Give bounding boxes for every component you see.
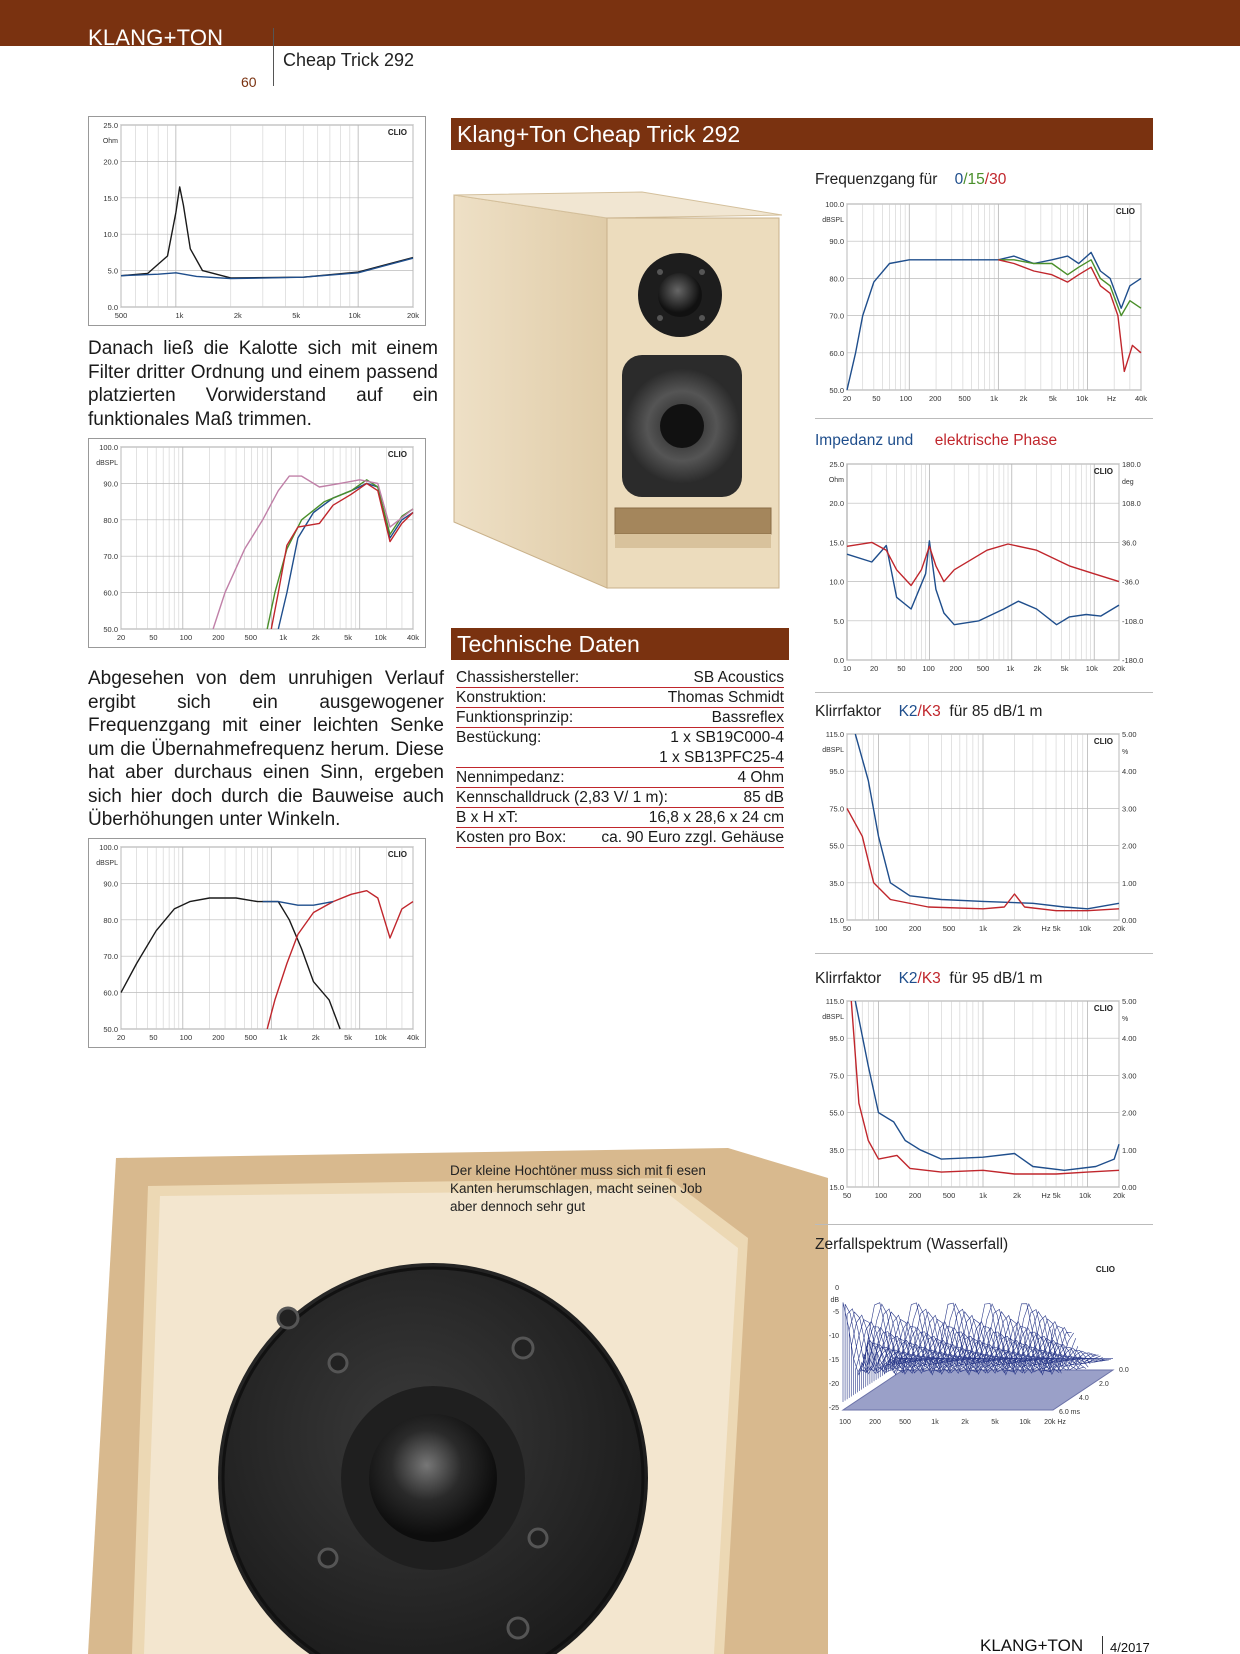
divider: [815, 418, 1153, 419]
label-30deg: /30: [984, 171, 1007, 188]
chart-distortion-85db: [815, 726, 1153, 938]
time-tick-label: 4.0: [1079, 1395, 1089, 1402]
x-tick-label: 200: [212, 633, 225, 642]
y-tick-label-right: 0.00: [1122, 916, 1137, 925]
y-tick-label: 5.0: [107, 266, 118, 276]
x-tick-label: 10k: [1078, 1191, 1092, 1200]
y-tick-label: -15: [828, 1357, 839, 1364]
chart-impedance-phase: [815, 456, 1153, 678]
y-tick-label: 55.0: [829, 1108, 844, 1118]
y-tick-label: 0.0: [107, 303, 118, 312]
x-tick-label: 100: [874, 1191, 888, 1200]
y-tick-label-right: 4.00: [1122, 767, 1137, 777]
x-tick-label: 100: [839, 1419, 851, 1426]
y-tick-label: 115.0: [825, 730, 844, 739]
unit-label: dBSPL: [96, 460, 118, 467]
y-tick-label: -5: [832, 1309, 839, 1316]
x-tick-label: 50: [842, 924, 852, 933]
spec-value: SB Acoustics: [693, 669, 784, 686]
y-tick-label: 20.0: [829, 499, 844, 509]
unit-label-right: %: [1122, 749, 1129, 756]
x-tick-label: 500: [899, 1419, 911, 1426]
y-tick-label: 25.0: [829, 460, 844, 469]
y-tick-label: 50.0: [103, 625, 118, 634]
y-tick-label-right: -180.0: [1122, 656, 1144, 665]
x-tick-label: 200: [212, 1033, 225, 1042]
y-tick-label: 80.0: [829, 274, 844, 284]
x-tick-label: 5k: [344, 1033, 353, 1042]
y-tick-label-right: 180.0: [1122, 460, 1141, 469]
y-tick-label-right: 4.00: [1122, 1034, 1137, 1044]
page-number: 60: [241, 74, 257, 90]
footer-issue: 4/2017: [1110, 1640, 1150, 1654]
body-text-1: [88, 337, 438, 431]
x-tick-label: 200: [869, 1419, 881, 1426]
spec-value: 1 x SB19C000-4: [670, 729, 784, 746]
spec-value: 85 dB: [743, 789, 784, 806]
x-tick-label: 40k: [406, 633, 420, 642]
y-tick-label: 55.0: [829, 841, 844, 851]
x-tick-label: Hz: [1107, 394, 1117, 403]
y-tick-label: 70.0: [103, 552, 118, 562]
chart-tweeter-impedance: [89, 117, 425, 325]
y-tick-label: 15.0: [829, 916, 844, 925]
x-tick-label: 20k: [1112, 1191, 1126, 1200]
spec-row: [456, 768, 784, 788]
x-tick-label: 2k: [1019, 394, 1028, 403]
caption-line: Der kleine Hochtöner muss sich mit fi esen: [450, 1163, 706, 1178]
header-divider: [273, 28, 274, 86]
spec-row: [456, 748, 784, 768]
y-tick-label: -25: [828, 1405, 839, 1412]
graph-tweeter-angles: [88, 438, 426, 648]
y-tick-label: 25.0: [103, 121, 118, 130]
label-k2: K2: [898, 970, 918, 987]
x-tick-label: 1k: [175, 311, 184, 320]
x-tick-label: 1k: [990, 394, 998, 403]
label-distortion-85: [815, 703, 1042, 721]
divider: [815, 1224, 1153, 1225]
unit-label: Ohm: [828, 477, 844, 484]
x-tick-label: 500: [244, 1033, 258, 1042]
clio-label: CLIO: [387, 128, 407, 137]
x-tick-label: 500: [114, 311, 128, 320]
label-impedance-phase: [815, 432, 1057, 450]
x-tick-label: 50: [897, 664, 906, 673]
x-tick-label: 1k: [279, 1033, 288, 1042]
x-tick-label: 1k: [979, 924, 987, 933]
x-tick-label: 10k: [1076, 394, 1089, 403]
y-tick-label-right: 2.00: [1122, 1108, 1137, 1118]
clio-label: CLIO: [1095, 1265, 1115, 1274]
time-tick-label: 6.0 ms: [1059, 1409, 1081, 1416]
x-tick-label: 10k: [374, 1033, 387, 1042]
label-frequency-response: [815, 171, 1006, 189]
y-tick-label-right: 108.0: [1122, 499, 1141, 509]
speaker-illustration: [452, 190, 782, 590]
x-tick-label: 200: [928, 394, 942, 403]
spec-label: Nennimpedanz:: [456, 769, 565, 786]
y-tick-label: -20: [828, 1381, 839, 1388]
y-tick-label: 95.0: [829, 767, 844, 777]
y-tick-label: 20.0: [103, 157, 118, 167]
spec-row: [456, 708, 784, 728]
x-tick-label: 500: [976, 664, 990, 673]
label-0deg: 0: [954, 171, 964, 188]
x-tick-label: 500: [942, 1191, 956, 1200]
x-tick-label: 2k: [1033, 664, 1042, 673]
label-text: Klirrfaktor: [815, 970, 882, 987]
y-tick-label: 100.0: [99, 443, 118, 452]
y-tick-label: 35.0: [829, 878, 844, 888]
label-text: Frequenzgang für: [815, 171, 938, 188]
graph-waterfall: [815, 1260, 1153, 1470]
x-tick-label: 10k: [1078, 924, 1092, 933]
x-tick-label: 1k: [279, 633, 288, 642]
spec-value: 16,8 x 28,6 x 24 cm: [648, 809, 784, 826]
y-tick-label-right: 36.0: [1122, 538, 1137, 548]
y-tick-label: 90.0: [103, 879, 118, 889]
chart-crossover-sum: [89, 839, 425, 1047]
x-tick-label: 200: [908, 1191, 922, 1200]
chart-tweeter-angles: [89, 439, 425, 647]
x-tick-label: 5k: [991, 1419, 999, 1426]
y-tick-label: 60.0: [829, 348, 844, 358]
paragraph-1: Danach ließ die Kalotte sich mit einem Filter dritter Ordnung und einem passend platzierten Vorwiderstand auf ein funktionales Maß trimmen.: [88, 338, 438, 430]
x-tick-label: 2k: [961, 1419, 969, 1426]
y-tick-label: 95.0: [829, 1034, 844, 1044]
x-tick-label: 20: [116, 633, 126, 642]
y-tick-label: 60.0: [103, 988, 118, 998]
speaker-photo: [452, 190, 782, 590]
y-tick-label: -10: [828, 1333, 839, 1340]
unit-label: dBSPL: [822, 747, 844, 754]
label-k2: K2: [898, 703, 918, 720]
label-text: für 85 dB/1 m: [949, 703, 1043, 720]
y-tick-label: 10.0: [103, 230, 118, 240]
y-tick-label: 75.0: [829, 1071, 844, 1081]
y-tick-label: 70.0: [829, 311, 844, 321]
label-text: für 95 dB/1 m: [949, 970, 1043, 987]
label-k3: /K3: [917, 970, 941, 987]
clio-label: CLIO: [1093, 1004, 1113, 1013]
y-tick-label-right: -36.0: [1122, 577, 1140, 587]
article-title: Cheap Trick 292: [283, 50, 415, 70]
label-waterfall: Zerfallspektrum (Wasserfall): [815, 1236, 1009, 1253]
y-tick-label-right: -108.0: [1122, 616, 1144, 626]
graph-impedance-phase: [815, 456, 1153, 678]
y-tick-label: 35.0: [829, 1145, 844, 1155]
y-tick-label-right: 5.00: [1122, 997, 1137, 1006]
plot-area: [847, 464, 1119, 660]
x-tick-label: 20k: [1112, 924, 1126, 933]
y-tick-label-right: 1.00: [1122, 1145, 1137, 1155]
x-tick-label: 5k: [344, 633, 353, 642]
y-tick-label: 80.0: [103, 915, 118, 925]
clio-label: CLIO: [1093, 737, 1113, 746]
x-tick-label: 10k: [374, 633, 387, 642]
clio-label: CLIO: [1115, 207, 1135, 216]
x-tick-label: 2k: [1013, 1191, 1021, 1200]
y-tick-label: 90.0: [829, 237, 844, 247]
x-tick-label: 500: [942, 924, 956, 933]
spec-row: [456, 728, 784, 748]
x-tick-label: 100: [899, 394, 913, 403]
clio-label: CLIO: [387, 450, 407, 459]
graph-frequency-response: [815, 196, 1153, 408]
unit-label: dBSPL: [822, 217, 844, 224]
spec-label: Bestückung:: [456, 729, 542, 746]
y-tick-label: 50.0: [829, 386, 844, 395]
unit-label: dB: [830, 1297, 839, 1304]
spec-value: Bassreflex: [711, 709, 784, 726]
x-tick-label: 1k: [1006, 664, 1015, 673]
magazine-brand: KLANG+TON: [88, 25, 224, 50]
x-tick-label: 20k: [1112, 664, 1126, 673]
unit-label: dBSPL: [822, 1014, 844, 1021]
x-tick-label: 1k: [979, 1191, 987, 1200]
spec-row: [456, 808, 784, 828]
chart-waterfall: [815, 1260, 1153, 1470]
graph-distortion-85: [815, 726, 1153, 938]
divider: [815, 692, 1153, 693]
y-tick-label: 100.0: [825, 200, 844, 209]
photo-caption: [450, 1162, 750, 1216]
x-tick-label: 20: [116, 1033, 126, 1042]
label-text: Klirrfaktor: [815, 703, 882, 720]
y-tick-label: 70.0: [103, 952, 118, 962]
x-tick-label: 500: [958, 394, 971, 403]
x-tick-label: 50: [872, 394, 881, 403]
graph-crossover-sum: [88, 838, 426, 1048]
y-tick-label: 5.0: [833, 616, 844, 626]
x-tick-label: 20k: [406, 311, 420, 320]
spec-row: [456, 788, 784, 808]
spec-value: Thomas Schmidt: [667, 689, 784, 706]
unit-label: dBSPL: [96, 860, 118, 867]
y-tick-label: 80.0: [103, 515, 118, 525]
graph-distortion-95: [815, 993, 1153, 1205]
x-tick-label: 5k: [1048, 394, 1057, 403]
y-tick-label: 100.0: [99, 843, 118, 852]
y-tick-label: 60.0: [103, 588, 118, 598]
x-tick-label: 2k: [311, 1033, 320, 1042]
x-tick-label: 50: [149, 1033, 158, 1042]
body-text-2: [88, 667, 444, 832]
x-tick-label: 10k: [1019, 1419, 1031, 1426]
x-tick-label: 100: [874, 924, 888, 933]
plot-area: [121, 125, 413, 307]
x-tick-label: 10k: [348, 311, 361, 320]
x-tick-label: 20: [870, 664, 879, 673]
x-tick-label: Hz 5k: [1041, 924, 1061, 933]
footer-brand: KLANG+TON: [980, 1636, 1084, 1654]
unit-label: Ohm: [102, 138, 118, 145]
x-tick-label: 5k: [292, 311, 301, 320]
y-tick-label: 115.0: [825, 997, 844, 1006]
y-tick-label-right: 1.00: [1122, 878, 1137, 888]
footer-divider: [1102, 1636, 1103, 1654]
paragraph-2: Abgesehen von dem unruhigen Verlauf ergibt sich ein ausgewogener Frequenzgang mit einer leichten Senke um die Übernahmefrequenz herum. Diese hat aber durchaus einen Sinn, ergeben sich hier doch durch die Bauweise auch Überhöhungen unter Winkeln.: [88, 668, 444, 830]
spec-label: B x H xT:: [456, 809, 519, 826]
y-tick-label: 15.0: [829, 538, 844, 548]
caption-line: Kanten herumschlagen, macht seinen Job: [450, 1181, 703, 1196]
y-tick-label: 0.0: [833, 656, 844, 665]
clio-label: CLIO: [387, 850, 407, 859]
spec-label: Konstruktion:: [456, 689, 547, 706]
section-title-tech: Technische Daten: [451, 628, 789, 660]
spec-value: 4 Ohm: [737, 769, 784, 786]
x-tick-label: 2k: [1013, 924, 1021, 933]
x-tick-label: 200: [908, 924, 922, 933]
spec-label: Chassishersteller:: [456, 669, 580, 686]
x-tick-label: 500: [244, 633, 258, 642]
unit-label-right: %: [1122, 1016, 1129, 1023]
x-tick-label: 2k: [311, 633, 320, 642]
y-tick-label: 90.0: [103, 479, 118, 489]
y-tick-label: 0: [835, 1285, 839, 1292]
spec-row: [456, 688, 784, 708]
clio-label: CLIO: [1093, 467, 1113, 476]
x-tick-label: 50: [149, 633, 158, 642]
y-tick-label-right: 0.00: [1122, 1183, 1137, 1192]
caption-line: aber dennoch sehr gut: [450, 1199, 586, 1214]
x-tick-label: 50: [842, 1191, 852, 1200]
section-title-main: Klang+Ton Cheap Trick 292: [451, 118, 1153, 150]
x-tick-label: 2k: [233, 311, 242, 320]
spec-label: Kosten pro Box:: [456, 829, 567, 846]
spec-table: [456, 668, 784, 848]
graph-tweeter-impedance: [88, 116, 426, 326]
time-tick-label: 2.0: [1099, 1381, 1109, 1388]
label-distortion-95: [815, 970, 1042, 988]
y-tick-label-right: 5.00: [1122, 730, 1137, 739]
unit-label-right: deg: [1122, 479, 1134, 486]
y-tick-label-right: 3.00: [1122, 1071, 1137, 1081]
spec-value: ca. 90 Euro zzgl. Gehäuse: [601, 829, 784, 846]
tweeter-closeup-photo: [88, 1148, 828, 1654]
x-tick-label: 100: [179, 1033, 193, 1042]
x-tick-label: 20: [842, 394, 852, 403]
y-tick-label: 10.0: [829, 577, 844, 587]
divider: [815, 953, 1153, 954]
label-impedance: Impedanz und: [815, 432, 914, 449]
x-tick-label: 10: [842, 664, 852, 673]
tweeter-closeup-illustration: [88, 1148, 828, 1654]
x-tick-label: 40k: [1134, 394, 1148, 403]
spec-row: [456, 828, 784, 848]
chart-distortion-95db: [815, 993, 1153, 1205]
spec-value: 1 x SB13PFC25-4: [659, 749, 784, 766]
x-tick-label: Hz 5k: [1041, 1191, 1061, 1200]
spec-label: Funktionsprinzip:: [456, 709, 574, 726]
label-15deg: /15: [963, 171, 985, 188]
label-k3: /K3: [917, 703, 941, 720]
x-tick-label: 1k: [931, 1419, 939, 1426]
x-tick-label: 10k: [1085, 664, 1098, 673]
x-tick-label: 5k: [1060, 664, 1069, 673]
y-tick-label: 50.0: [103, 1025, 118, 1034]
x-tick-label: 100: [179, 633, 193, 642]
spec-label: Kennschalldruck (2,83 V/ 1 m):: [456, 789, 668, 806]
time-tick-label: 0.0: [1119, 1367, 1129, 1374]
waterfall-floor: [843, 1370, 1113, 1410]
y-tick-label: 15.0: [829, 1183, 844, 1192]
x-tick-label: 20k Hz: [1044, 1419, 1066, 1426]
x-tick-label: 200: [949, 664, 963, 673]
y-tick-label: 75.0: [829, 804, 844, 814]
y-tick-label-right: 2.00: [1122, 841, 1137, 851]
x-tick-label: 40k: [406, 1033, 420, 1042]
spec-row: [456, 668, 784, 688]
chart-frequency-response: [815, 196, 1153, 408]
x-tick-label: 100: [922, 664, 935, 673]
label-phase: elektrische Phase: [934, 432, 1058, 449]
y-tick-label: 15.0: [103, 193, 118, 203]
y-tick-label-right: 3.00: [1122, 804, 1137, 814]
